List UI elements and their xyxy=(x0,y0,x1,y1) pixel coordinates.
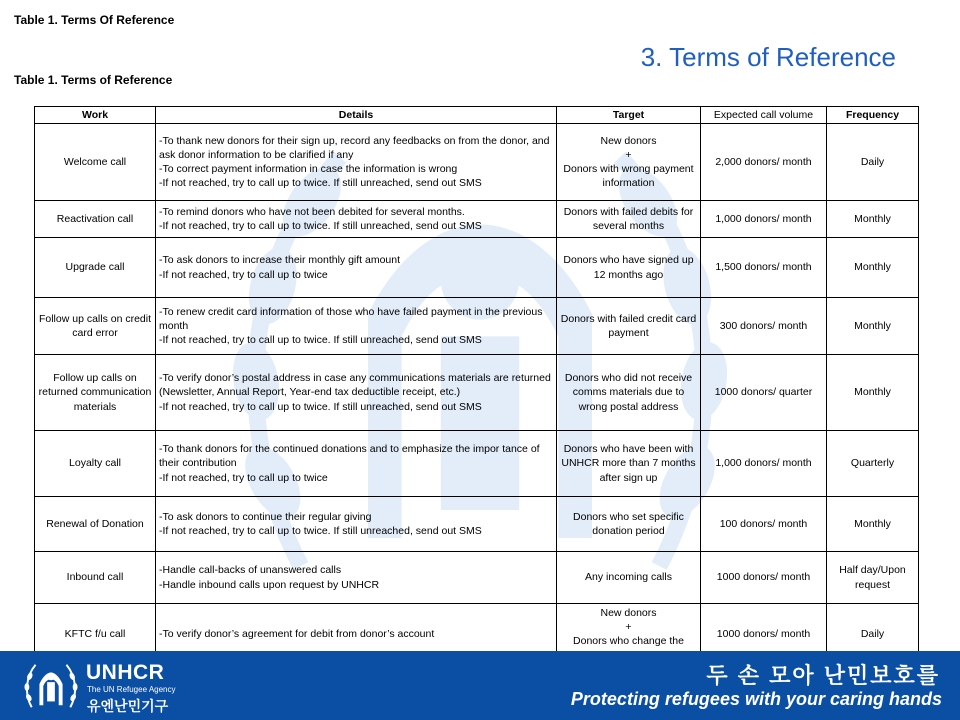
cell-target xyxy=(557,355,701,431)
details-line: -Handle call-backs of unanswered calls xyxy=(159,564,342,577)
cell-volume: 1,000 donors/ month xyxy=(701,431,827,497)
cell-volume: 1,500 donors/ month xyxy=(701,238,827,298)
target-line: + xyxy=(625,148,632,161)
details-line: -If not reached, try to call up to twice. If still unreached, send out SMS xyxy=(159,334,482,347)
cell-frequency: Daily xyxy=(827,124,919,201)
details-line: -To ask donors to increase their monthly gift amount xyxy=(159,254,401,267)
details-line: -To thank donors for the continued donations and to emphasize the impor tance of their contribution xyxy=(159,443,540,470)
target-line: Any incoming calls xyxy=(585,571,672,584)
cell-target xyxy=(557,238,701,298)
details-line: -To renew credit card information of those who have failed payment in the previous month xyxy=(159,305,543,332)
cell-details xyxy=(156,124,557,201)
cell-details xyxy=(156,238,557,298)
cell-work: Upgrade call xyxy=(35,238,156,298)
cell-frequency: Half day/Upon request xyxy=(827,552,919,604)
slogan-english: Protecting refugees with your caring hands xyxy=(570,689,942,709)
details-line: -To verify donor’s agreement for debit from donor’s account xyxy=(159,628,435,641)
cell-frequency: Monthly xyxy=(827,201,919,238)
cell-work: Reactivation call xyxy=(35,201,156,238)
column-header-target: Target xyxy=(557,107,701,124)
target-line: Donors who have signed up 12 months ago xyxy=(563,254,694,281)
details-line: -To thank new donors for their sign up, record any feedbacks on from the donor, and ask donor information to be clarified if any xyxy=(159,134,550,161)
brand-name: UNHCR xyxy=(86,661,165,684)
details-line: -To remind donors who have not been debited for several months. xyxy=(159,205,465,218)
table-row xyxy=(35,238,919,298)
table-row xyxy=(35,431,919,497)
table-row xyxy=(35,355,919,431)
cell-target xyxy=(557,124,701,201)
cell-volume: 300 donors/ month xyxy=(701,298,827,355)
cell-target xyxy=(557,552,701,604)
cell-work: Renewal of Donation xyxy=(35,497,156,552)
cell-details xyxy=(156,552,557,604)
cell-volume: 1,000 donors/ month xyxy=(701,201,827,238)
target-line: Donors who have been with UNHCR more than 7 months after sign up xyxy=(561,443,696,484)
details-line: -If not reached, try to call up to twice. If still unreached, send out SMS xyxy=(159,525,482,537)
cell-frequency: Quarterly xyxy=(827,431,919,497)
target-line: Donors who change the xyxy=(573,635,684,648)
cell-work: Follow up calls on returned communication materials xyxy=(35,355,156,431)
cell-details xyxy=(156,497,557,552)
unhcr-logo-icon xyxy=(22,659,80,713)
table-row xyxy=(35,552,919,604)
cell-volume: 1000 donors/ month xyxy=(701,604,827,666)
column-header-work: Work xyxy=(35,107,156,124)
footer-banner xyxy=(0,651,960,720)
target-line: New donors xyxy=(600,134,657,147)
cell-details xyxy=(156,201,557,238)
column-header-details: Details xyxy=(156,107,557,124)
details-line: -To correct payment information in case the information is wrong xyxy=(159,163,458,175)
details-line: -If not reached, try to call up to twice. If still unreached, send out SMS xyxy=(159,177,482,190)
cell-target xyxy=(557,201,701,238)
cell-work: Inbound call xyxy=(35,552,156,604)
details-line: -If not reached, try to call up to twice xyxy=(159,268,328,281)
table-row xyxy=(35,124,919,201)
brand-subtitle: The UN Refugee Agency xyxy=(87,685,176,694)
cell-details xyxy=(156,431,557,497)
cell-frequency: Daily xyxy=(827,604,919,666)
cell-frequency: Monthly xyxy=(827,355,919,431)
cell-work: Follow up calls on credit card error xyxy=(35,298,156,355)
table-row xyxy=(35,201,919,238)
target-line: Donors with failed credit card payment xyxy=(560,312,697,339)
slogan-korean: 두 손 모아 난민보호를 xyxy=(706,663,940,688)
table-row xyxy=(35,298,919,355)
details-line: -To ask donors to continue their regular giving xyxy=(159,510,372,523)
target-line: New donors xyxy=(600,607,657,619)
cell-frequency: Monthly xyxy=(827,298,919,355)
target-line: Donors with failed debits for several months xyxy=(563,205,694,232)
brand-korean-name: 유엔난민기구 xyxy=(87,698,169,714)
cell-work: Welcome call xyxy=(35,124,156,201)
cell-details xyxy=(156,355,557,431)
cell-target xyxy=(557,431,701,497)
details-line: -To verify donor’s postal address in case any communications materials are returned (Newsletter, Annual Report, Year-end tax deductible receipt, etc.) xyxy=(159,372,551,399)
column-header-expected-call-volume: Expected call volume xyxy=(701,107,827,124)
cell-volume: 2,000 donors/ month xyxy=(701,124,827,201)
table-row xyxy=(35,497,919,552)
cell-frequency: Monthly xyxy=(827,497,919,552)
details-line: -If not reached, try to call up to twice. If still unreached, send out SMS xyxy=(159,220,482,232)
target-line: Donors who did not receive comms materials due to wrong postal address xyxy=(564,372,693,413)
details-line: -If not reached, try to call up to twice. If still unreached, send out SMS xyxy=(159,400,482,413)
details-line: -Handle inbound calls upon request by UNHCR xyxy=(159,578,380,591)
cell-work: Loyalty call xyxy=(35,431,156,497)
cell-frequency: Monthly xyxy=(827,238,919,298)
cell-volume: 100 donors/ month xyxy=(701,497,827,552)
terms-of-reference-table xyxy=(34,106,919,666)
cell-work: KFTC f/u call xyxy=(35,604,156,666)
target-line: + xyxy=(625,621,632,634)
cell-volume: 1000 donors/ month xyxy=(701,552,827,604)
cell-target xyxy=(557,298,701,355)
target-line: Donors who set specific donation period xyxy=(573,510,684,537)
target-line: Donors with wrong payment information xyxy=(563,163,694,190)
table-header-row xyxy=(35,107,919,124)
cell-details xyxy=(156,298,557,355)
cell-volume: 1000 donors/ quarter xyxy=(701,355,827,431)
top-caption: Table 1. Terms Of Reference xyxy=(14,13,175,27)
details-line: -If not reached, try to call up to twice xyxy=(159,471,328,484)
table-caption: Table 1. Terms of Reference xyxy=(14,73,173,87)
column-header-frequency: Frequency xyxy=(827,107,919,124)
cell-target xyxy=(557,497,701,552)
slide-title: 3. Terms of Reference xyxy=(640,42,896,72)
